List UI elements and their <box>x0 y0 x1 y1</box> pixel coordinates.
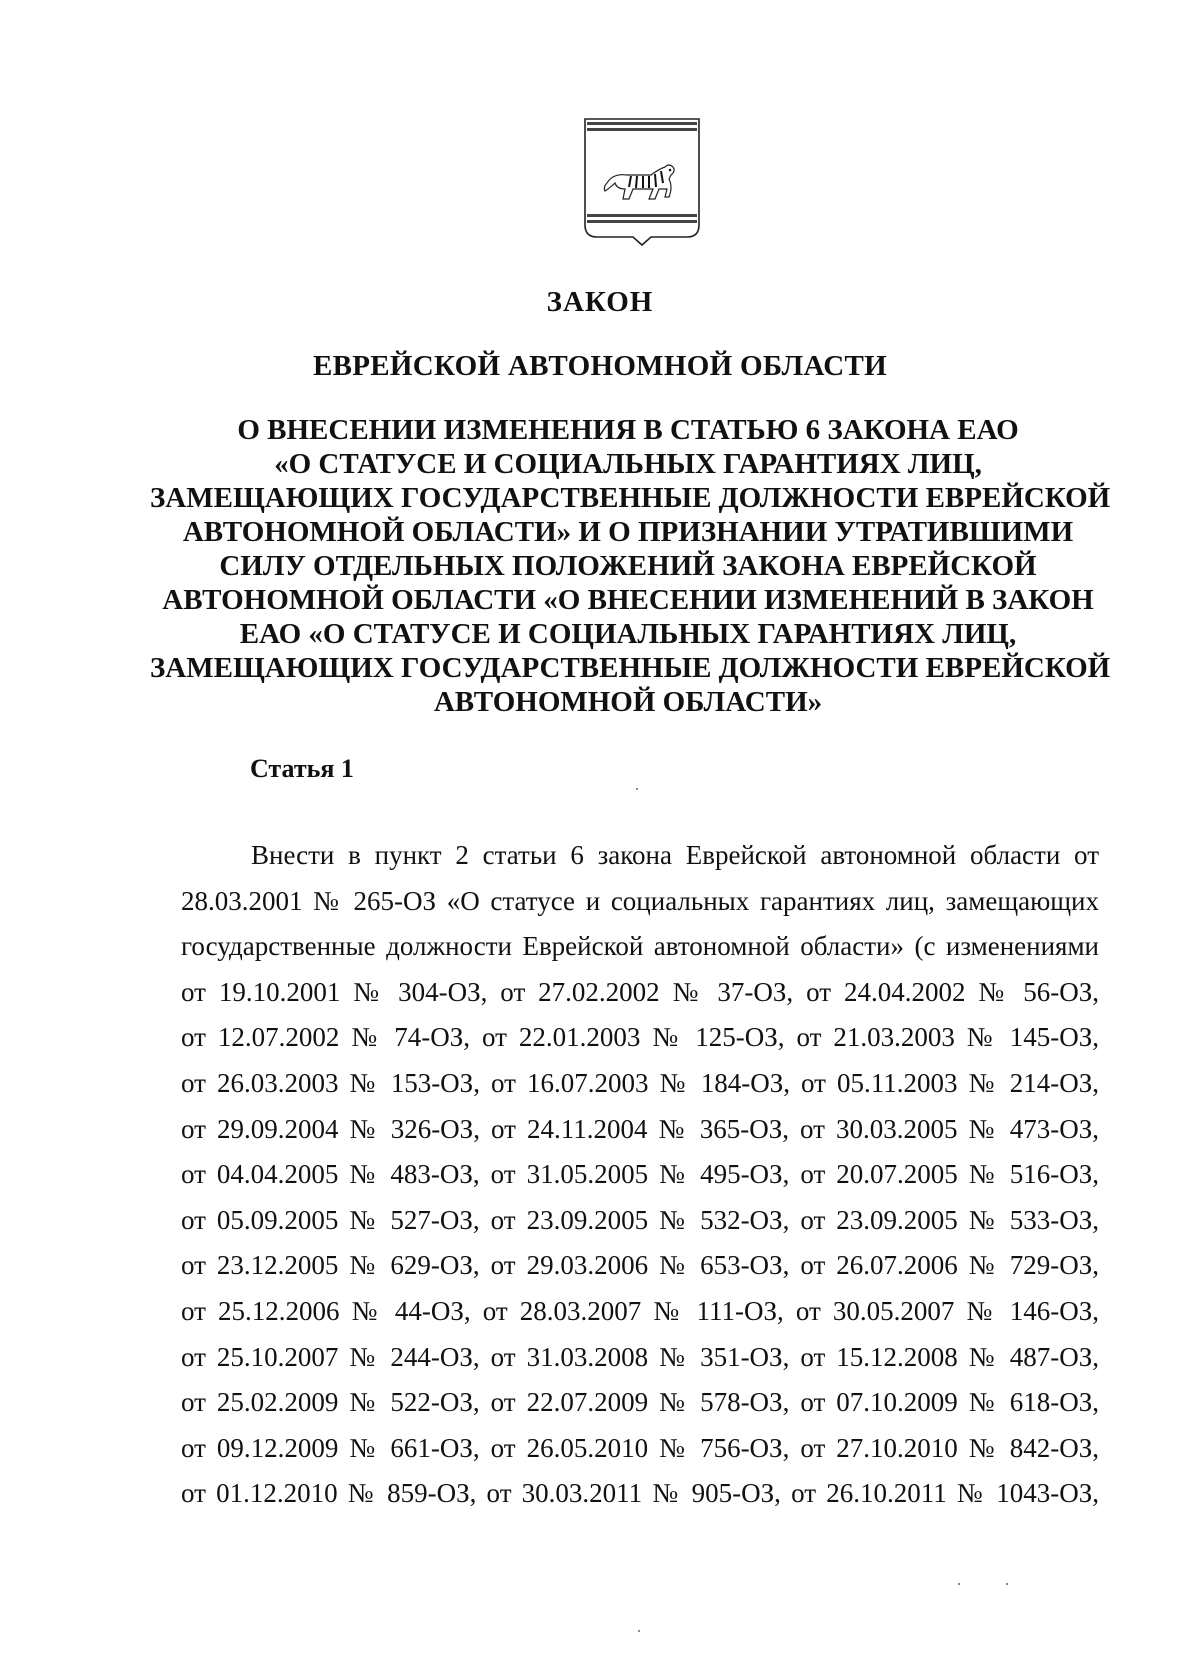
title-line: ЕАО «О СТАТУСЕ И СОЦИАЛЬНЫХ ГАРАНТИЯХ ЛИЦ, <box>239 618 1017 650</box>
body-line: от 05.09.2005 № 527-ОЗ, от 23.09.2005 № 532-ОЗ, от 23.09.2005 № 533-ОЗ, <box>181 1204 1099 1235</box>
body-line: от 25.12.2006 № 44-ОЗ, от 28.03.2007 № 111-ОЗ, от 30.05.2007 № 146-ОЗ, <box>181 1295 1099 1326</box>
title-line: ЗАМЕЩАЮЩИХ ГОСУДАРСТВЕННЫЕ ДОЛЖНОСТИ ЕВРЕЙСКОЙ <box>150 482 1111 514</box>
scan-speck <box>636 788 638 790</box>
scan-speck <box>1006 1583 1008 1585</box>
body-line: от 25.10.2007 № 244-ОЗ, от 31.03.2008 № 351-ОЗ, от 15.12.2008 № 487-ОЗ, <box>181 1341 1099 1372</box>
title-line: ЗАМЕЩАЮЩИХ ГОСУДАРСТВЕННЫЕ ДОЛЖНОСТИ ЕВРЕЙСКОЙ <box>150 652 1111 684</box>
body-line: от 19.10.2001 № 304-ОЗ, от 27.02.2002 № 37-ОЗ, от 24.04.2002 № 56-ОЗ, <box>181 976 1099 1007</box>
body-line: от 23.12.2005 № 629-ОЗ, от 29.03.2006 № 653-ОЗ, от 26.07.2006 № 729-ОЗ, <box>181 1250 1099 1281</box>
body-line: от 29.09.2004 № 326-ОЗ, от 24.11.2004 № 365-ОЗ, от 30.03.2005 № 473-ОЗ, <box>181 1113 1099 1144</box>
title-line: АВТОНОМНОЙ ОБЛАСТИ «О ВНЕСЕНИИ ИЗМЕНЕНИЙ В ЗАКОН <box>162 584 1094 616</box>
title-line: СИЛУ ОТДЕЛЬНЫХ ПОЛОЖЕНИЙ ЗАКОНА ЕВРЕЙСКОЙ <box>219 550 1037 582</box>
coat-of-arms-tiger-icon <box>583 117 701 255</box>
document-type: ЗАКОН <box>546 286 654 318</box>
body-line: Внести в пункт 2 статьи 6 закона Еврейской автономной области от <box>251 840 1099 870</box>
body-line: от 26.03.2003 № 153-ОЗ, от 16.07.2003 № 184-ОЗ, от 05.11.2003 № 214-ОЗ, <box>181 1067 1099 1098</box>
body-line: от 04.04.2005 № 483-ОЗ, от 31.05.2005 № 495-ОЗ, от 20.07.2005 № 516-ОЗ, <box>181 1159 1099 1190</box>
body-line: от 12.07.2002 № 74-ОЗ, от 22.01.2003 № 125-ОЗ, от 21.03.2003 № 145-ОЗ, <box>181 1022 1099 1053</box>
body-line: 28.03.2001 № 265-ОЗ «О статусе и социальных гарантиях лиц, замещающих <box>181 885 1099 916</box>
article-heading: Статья 1 <box>250 754 354 783</box>
title-line: АВТОНОМНОЙ ОБЛАСТИ» И О ПРИЗНАНИИ УТРАТИВШИМИ <box>182 516 1074 548</box>
body-line: от 25.02.2009 № 522-ОЗ, от 22.07.2009 № 578-ОЗ, от 07.10.2009 № 618-ОЗ, <box>181 1387 1099 1418</box>
scan-speck <box>638 1630 640 1632</box>
title-line: «О СТАТУСЕ И СОЦИАЛЬНЫХ ГАРАНТИЯХ ЛИЦ, <box>274 448 982 480</box>
article-body <box>181 833 1099 1517</box>
title-line: О ВНЕСЕНИИ ИЗМЕНЕНИЯ В СТАТЬЮ 6 ЗАКОНА ЕАО <box>237 414 1019 446</box>
title-line: АВТОНОМНОЙ ОБЛАСТИ» <box>433 686 823 718</box>
body-line: от 01.12.2010 № 859-ОЗ, от 30.03.2011 № 905-ОЗ, от 26.10.2011 № 1043-ОЗ, <box>181 1478 1099 1509</box>
region-name: ЕВРЕЙСКОЙ АВТОНОМНОЙ ОБЛАСТИ <box>312 350 888 382</box>
body-line: от 09.12.2009 № 661-ОЗ, от 26.05.2010 № 756-ОЗ, от 27.10.2010 № 842-ОЗ, <box>181 1432 1099 1463</box>
body-line: государственные должности Еврейской автономной области» (с изменениями <box>181 931 1099 962</box>
scan-speck <box>958 1583 960 1585</box>
law-title <box>150 413 1111 719</box>
